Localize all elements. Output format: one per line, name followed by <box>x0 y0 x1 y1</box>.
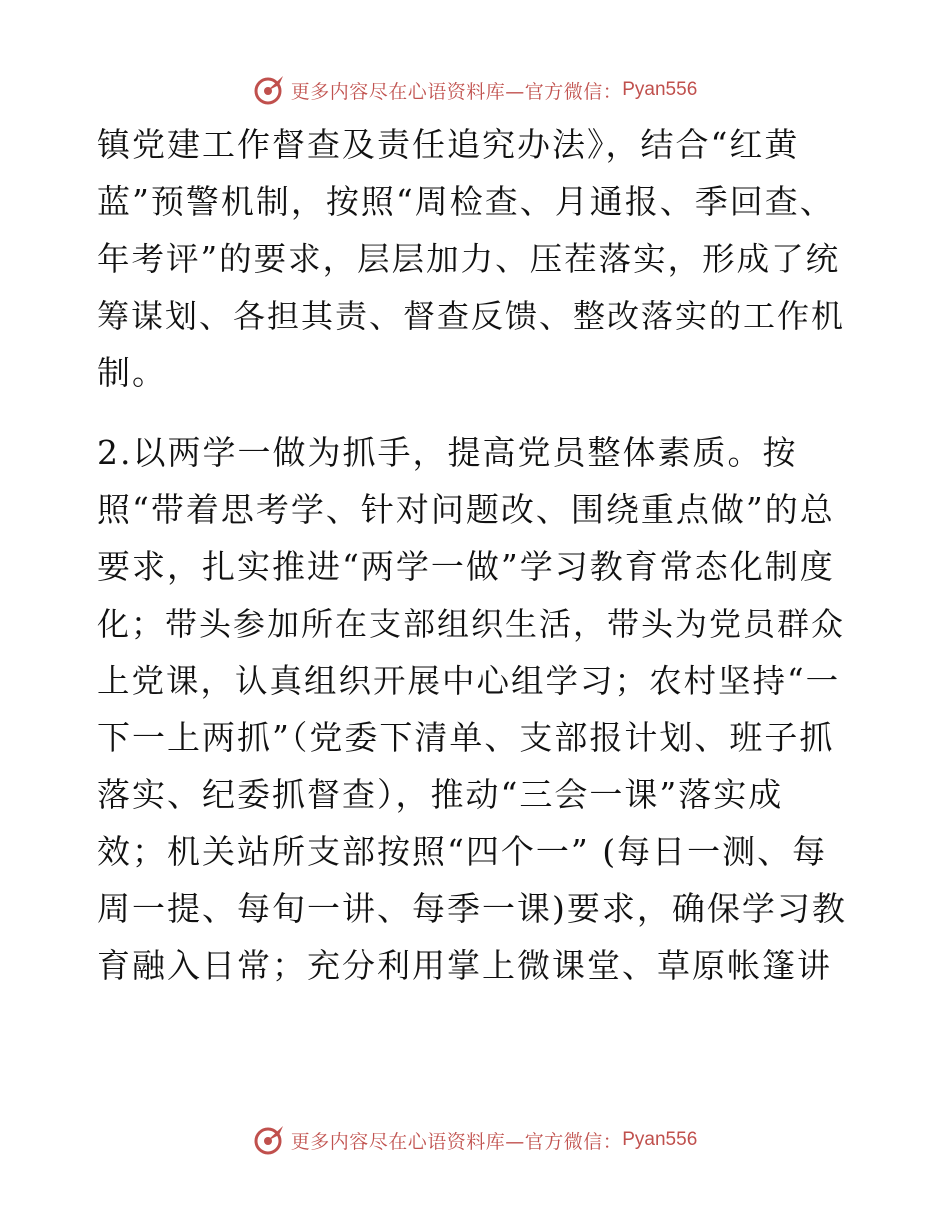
text-line: 镇党建工作督查及责任追究办法》，结合“红黄 <box>97 125 800 164</box>
text-line: 筹谋划、各担其责、督查反馈、整改落实的工作机 <box>97 297 846 335</box>
watermark-wechat-id: Pyan556 <box>622 1129 698 1150</box>
text-line: 效；机关站所支部按照“四个一” (每日一测、每 <box>97 832 828 871</box>
text-line: 要求，扎实推进“两学一做”学习教育常态化制度 <box>97 547 835 586</box>
text-line: 上党课，认真组织开展中心组学习；农村坚持“一 <box>97 662 841 700</box>
quill-logo-icon <box>253 73 287 107</box>
text-line: 周一提、每旬一讲、每季一课)要求，确保学习教 <box>97 889 847 928</box>
text-line: 制。 <box>97 353 167 392</box>
text-line: 照“带着思考学、针对问题改、围绕重点做”的总 <box>97 490 835 529</box>
watermark-wechat-id: Pyan556 <box>622 79 698 100</box>
text-line: 下一上两抓”（党委下清单、支部报计划、班子抓 <box>97 718 835 757</box>
watermark-text: 更多内容尽在心语资料库—官方微信： <box>290 1130 623 1153</box>
watermark-text: 更多内容尽在心语资料库—官方微信： <box>290 80 623 103</box>
header-watermark <box>0 70 950 110</box>
quill-logo-icon <box>253 1123 287 1157</box>
footer-watermark <box>0 1120 950 1160</box>
text-line: 育融入日常；充分利用掌上微课堂、草原帐篷讲 <box>97 946 832 985</box>
text-line: 落实、纪委抓督查），推动“三会一课”落实成 <box>97 775 784 814</box>
text-line: 年考评”的要求，层层加力、压茬落实，形成了统 <box>97 240 841 278</box>
text-line: 2.以两学一做为抓手，提高党员整体素质。按 <box>97 433 798 472</box>
text-line: 化；带头参加所在支部组织生活，带头为党员群众 <box>97 605 846 643</box>
text-line: 蓝”预警机制，按照“周检查、月通报、季回查、 <box>97 182 835 221</box>
